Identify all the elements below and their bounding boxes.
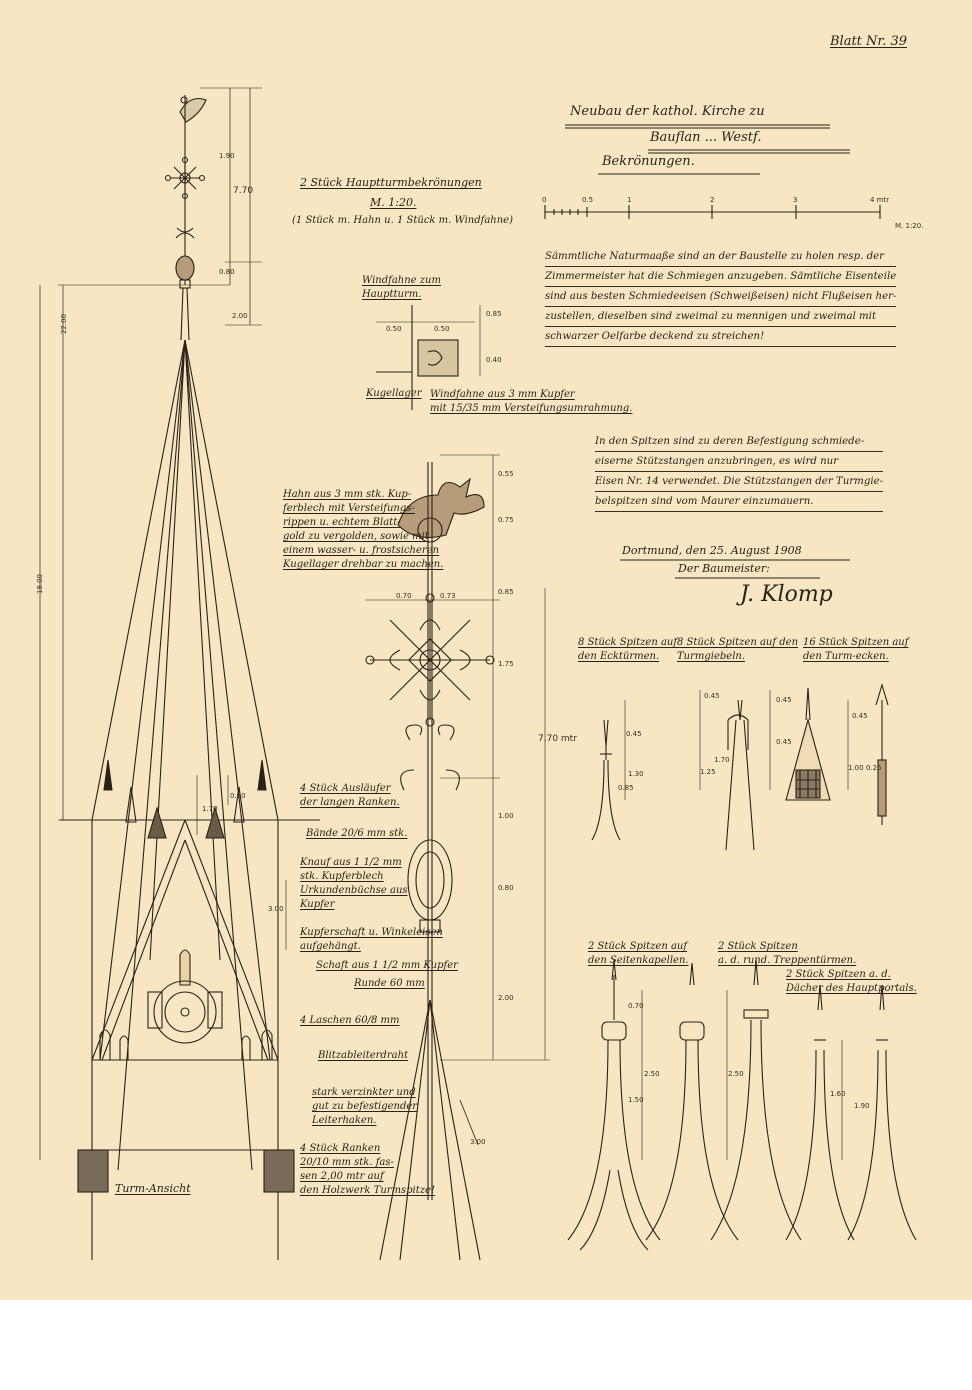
leiterhaken-label: stark verzinkter und gut zu befestigender Leiterhaken. bbox=[312, 1087, 418, 1126]
scale-tick-0: 0 bbox=[542, 196, 547, 204]
dim-label: 0.85 bbox=[498, 588, 514, 596]
bottom-band bbox=[0, 1300, 972, 1390]
main-spire-elevation bbox=[40, 88, 320, 1260]
rundeisen-label: Runde 60 mm bbox=[354, 978, 425, 989]
scale-tick-2: 2 bbox=[710, 196, 715, 204]
scale-tick-3: 3 bbox=[793, 196, 798, 204]
kupferschaft-label: Kupferschaft u. Winkeleisen aufgehängt. bbox=[300, 927, 443, 952]
dim-label: 1.60 bbox=[830, 1090, 846, 1098]
detail-group-1: 8 Stück Spitzen auf den Ecktürmen. bbox=[578, 637, 678, 662]
note-line: belspitzen sind vom Maurer einzumauern. bbox=[595, 492, 883, 512]
note-line: Sämmtliche Naturmaaße sind an der Baustelle zu holen resp. der bbox=[545, 247, 896, 267]
kugellager-label: Kugellager bbox=[366, 388, 422, 399]
project-title: Neubau der kathol. Kirche zu bbox=[570, 104, 765, 119]
windfahne-title: Windfahne zum Hauptturm. bbox=[362, 275, 441, 300]
dim-label: 0.45 bbox=[704, 692, 720, 700]
ranken-label: 4 Stück Ranken 20/10 mm stk. fas- sen 2,00 mtr auf den Holzwerk Turmspitze! bbox=[300, 1143, 435, 1196]
windfahne-description: Windfahne aus 3 mm Kupfer mit 15/35 mm Versteifungsumrahmung. bbox=[430, 389, 633, 414]
detail-group-3: 16 Stück Spitzen auf den Turm-ecken. bbox=[803, 637, 909, 662]
dim-label: 1.75 bbox=[498, 660, 514, 668]
main-heading-line1: 2 Stück Hauptturmbekrönungen bbox=[300, 176, 482, 189]
baender-label: Bände 20/6 mm stk. bbox=[306, 828, 408, 839]
scale-tick-05: 0.5 bbox=[582, 196, 594, 204]
dim-label: 0.55 bbox=[498, 470, 514, 478]
project-location: Bauflan ... Westf. bbox=[650, 130, 762, 145]
dim-label: 3.00 bbox=[470, 1138, 486, 1146]
note-line: Zimmermeister hat die Schmiegen anzugeben. Sämtliche Eisenteile bbox=[545, 267, 896, 287]
dim-label: 1.30 bbox=[628, 770, 644, 778]
main-heading-line2: M. 1:20. bbox=[370, 196, 417, 209]
note-line: zustellen, dieselben sind zweimal zu mennigen und zweimal mit bbox=[545, 307, 896, 327]
knauf-label: Knauf aus 1 1/2 mm stk. Kupferblech Urkundenbüchse aus Kupfer bbox=[300, 857, 408, 910]
dim-label: 2.50 bbox=[644, 1070, 660, 1078]
detail-spires-top bbox=[592, 685, 888, 850]
dim-label: 0.85 bbox=[618, 784, 634, 792]
dim-label: 1.70 bbox=[202, 805, 218, 813]
laschen-label: 4 Laschen 60/8 mm bbox=[300, 1015, 400, 1026]
dim-label: 2.00 bbox=[498, 994, 514, 1002]
dim-label: 0.70 bbox=[396, 592, 412, 600]
detail-group-5: 2 Stück Spitzen a. d. rund. Treppentürmen. bbox=[718, 941, 857, 966]
notes-paragraph-1 bbox=[545, 247, 896, 347]
dim-label: 1.00 bbox=[848, 764, 864, 772]
note-line: schwarzer Oelfarbe deckend zu streichen! bbox=[545, 327, 896, 347]
dim-label: 0.40 bbox=[486, 356, 502, 364]
schaft-label: Schaft aus 1 1/2 mm Kupfer bbox=[316, 960, 458, 971]
dim-label: 7.70 mtr bbox=[538, 734, 577, 744]
note-line: eiserne Stützstangen anzubringen, es wird nur bbox=[595, 452, 883, 472]
dim-label: 22.00 bbox=[60, 313, 69, 335]
dim-label: 0.90 bbox=[230, 792, 246, 800]
auslaeufer-label: 4 Stück Ausläufer der langen Ranken. bbox=[300, 783, 400, 808]
detail-group-2: 8 Stück Spitzen auf den Turmgiebeln. bbox=[677, 637, 799, 662]
dim-label: 3.00 bbox=[268, 905, 284, 913]
scale-tick-4: 4 mtr bbox=[870, 196, 890, 204]
dim-label: 18.00 bbox=[36, 573, 45, 595]
scale-tick-1: 1 bbox=[627, 196, 632, 204]
dim-label: 0.70 bbox=[628, 1002, 644, 1010]
detail-group-4: 2 Stück Spitzen auf den Seitenkapellen. bbox=[588, 941, 689, 966]
dim-label: 0.73 bbox=[440, 592, 456, 600]
drawing-subject: Bekrönungen. bbox=[602, 154, 695, 169]
dim-label: 0.50 bbox=[434, 325, 450, 333]
signature-role: Der Baumeister: bbox=[678, 562, 770, 575]
note-line: In den Spitzen sind zu deren Befestigung schmiede- bbox=[595, 432, 883, 452]
detail-group-6: 2 Stück Spitzen a. d. Dächer des Hauptportals. bbox=[786, 969, 917, 994]
dim-label: 1.25 bbox=[700, 768, 716, 776]
dim-label: 0.80 bbox=[219, 268, 235, 276]
dim-label: 0.85 bbox=[486, 310, 502, 318]
dim-label: 0.45 bbox=[852, 712, 868, 720]
blitzableiter-label: Blitzableiterdraht bbox=[318, 1050, 409, 1061]
dim-label: 1.50 bbox=[628, 1096, 644, 1104]
signature-name: J. Klomp bbox=[740, 582, 833, 607]
note-line: Eisen Nr. 14 verwendet. Die Stützstangen der Turmgie- bbox=[595, 472, 883, 492]
dim-label: 0.45 bbox=[626, 730, 642, 738]
dim-label: 2.00 bbox=[232, 312, 248, 320]
dim-label: 0.80 bbox=[498, 884, 514, 892]
notes-paragraph-2 bbox=[595, 432, 883, 512]
signature-place-date: Dortmund, den 25. August 1908 bbox=[622, 544, 802, 557]
dim-label: 1.00 bbox=[498, 812, 514, 820]
dim-label: 1.90 bbox=[854, 1102, 870, 1110]
scale-ratio: M. 1:20. bbox=[895, 222, 924, 230]
sheet-number: Blatt Nr. 39 bbox=[830, 34, 908, 49]
dim-label: 0.45 bbox=[776, 696, 792, 704]
dim-label: 1.90 bbox=[219, 152, 235, 160]
dim-label: 2.50 bbox=[728, 1070, 744, 1078]
note-line: sind aus besten Schmiedeeisen (Schweißeisen) nicht Flußeisen her- bbox=[545, 287, 896, 307]
dim-label: 0.45 bbox=[776, 738, 792, 746]
dim-label: 1.70 bbox=[714, 756, 730, 764]
dim-label: 0.50 bbox=[386, 325, 402, 333]
hahn-description: Hahn aus 3 mm stk. Kup- ferblech mit Versteifungs- rippen u. echtem Blatt- gold zu vergolden, sowie mit einem wasser- u. frostsicheren Kugellager drehbar zu machen. bbox=[283, 489, 444, 570]
scale-bar bbox=[545, 205, 880, 219]
dim-label: 0.25 bbox=[866, 764, 882, 772]
turm-ansicht-label: Turm-Ansicht bbox=[115, 1182, 191, 1195]
main-heading-line3: (1 Stück m. Hahn u. 1 Stück m. Windfahne) bbox=[292, 215, 514, 226]
dim-label: 7.70 bbox=[233, 186, 254, 196]
dim-label: 0.75 bbox=[498, 516, 514, 524]
